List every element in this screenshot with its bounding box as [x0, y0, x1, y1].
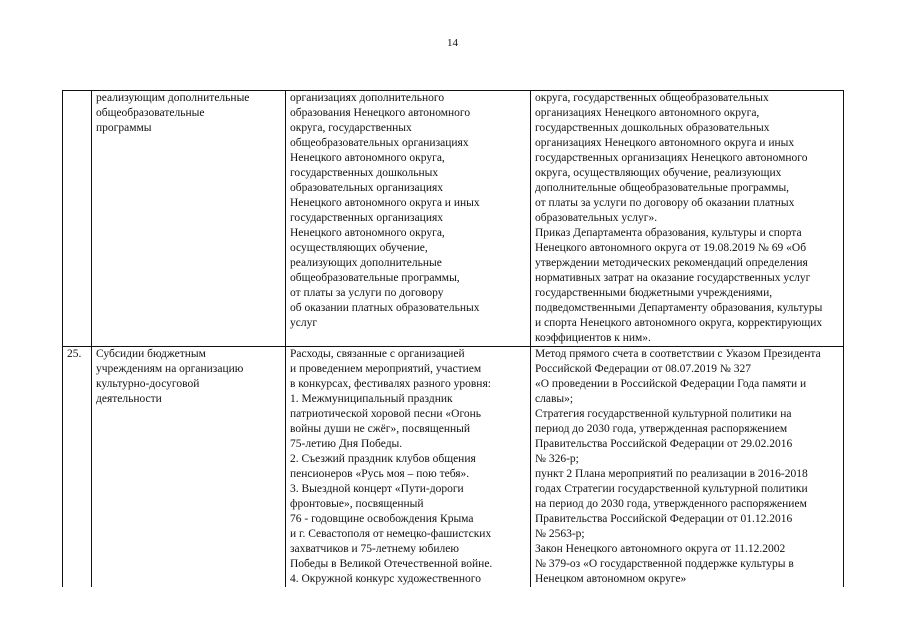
text-line: общеобразовательных организациях — [290, 137, 469, 149]
text-line: 3. Выездной концерт «Пути-дороги — [290, 483, 464, 495]
text-line: в конкурсах, фестивалях разного уровня: — [290, 378, 491, 390]
row-number-cell — [63, 91, 92, 347]
subsidy-name-cell — [92, 91, 286, 347]
text-line: 4. Окружной конкурс художественного — [290, 573, 481, 585]
text-line: утверждении методических рекомендаций определения — [535, 257, 808, 269]
text-line: образования Ненецкого автономного — [290, 107, 471, 119]
text-line: дополнительные общеобразовательные программы, — [535, 182, 790, 194]
text-line: реализующих дополнительные — [290, 257, 442, 269]
text-line: славы»; — [535, 393, 574, 405]
text-line: № 326-р; — [535, 453, 579, 465]
page-number: 14 — [447, 37, 458, 49]
text-line: 76 - годовщине освобождения Крыма — [290, 513, 474, 525]
table-row — [63, 91, 844, 347]
text-line: об оказании платных образовательных — [290, 302, 480, 314]
text-line: патриотической хоровой песни «Огонь — [290, 408, 482, 420]
text-line: государственных дошкольных образовательных — [535, 122, 770, 134]
text-line: общеобразовательные — [96, 107, 205, 119]
text-line: Российской Федерации от 08.07.2019 № 327 — [535, 363, 751, 375]
text-line: государственных организациях Ненецкого автономного — [535, 152, 808, 164]
text-line: подведомственными Департаменту образования, культуры — [535, 302, 823, 314]
text-line: Победы в Великой Отечественной войне. — [290, 558, 493, 570]
subsidy-name-cell — [92, 347, 286, 588]
text-line: программы — [96, 122, 152, 134]
text-line: округа, осуществляющих обучение, реализующих — [535, 167, 782, 179]
text-line: «О проведении в Российской Федерации Года памяти и — [535, 378, 807, 390]
text-line: Метод прямого счета в соответствии с Указом Президента — [535, 348, 821, 360]
text-line: Расходы, связанные с организацией — [290, 348, 465, 360]
document-table — [62, 90, 844, 587]
legal-basis-cell — [531, 91, 844, 347]
text-line: на период до 2030 года, утвержденного распоряжением — [535, 498, 807, 510]
row-number: 25. — [67, 348, 82, 360]
expense-description-cell — [286, 91, 531, 347]
text-line: № 2563-р; — [535, 528, 585, 540]
text-line: пенсионеров «Русь моя – пою тебя». — [290, 468, 470, 480]
text-line: организациях Ненецкого автономного округа, — [535, 107, 760, 119]
text-line: 75-летию Дня Победы. — [290, 438, 403, 450]
legal-basis-cell — [531, 347, 844, 588]
text-line: фронтовые», посвященный — [290, 498, 424, 510]
text-line: округа, государственных общеобразовательных — [535, 92, 769, 104]
text-line: Ненецкого автономного округа и иных — [290, 197, 480, 209]
text-line: организациях Ненецкого автономного округа и иных — [535, 137, 795, 149]
text-line: Закон Ненецкого автономного округа от 11.12.2002 — [535, 543, 786, 555]
text-line: Субсидии бюджетным — [96, 348, 206, 360]
text-line: учреждениям на организацию — [96, 363, 244, 375]
text-line: государственными бюджетными учреждениями, — [535, 287, 773, 299]
text-line: Приказ Департамента образования, культуры и спорта — [535, 227, 802, 239]
text-line: № 379-оз «О государственной поддержке культуры в — [535, 558, 794, 570]
text-line: от платы за услуги по договору об оказании платных — [535, 197, 795, 209]
text-line: государственных организациях — [290, 212, 444, 224]
text-line: и проведением мероприятий, участием — [290, 363, 482, 375]
text-line: реализующим дополнительные — [96, 92, 250, 104]
table-row — [63, 347, 844, 588]
expense-description-cell — [286, 347, 531, 588]
table-body — [63, 91, 844, 588]
text-line: и г. Севастополя от немецко-фашистских — [290, 528, 492, 540]
text-line: период до 2030 года, утвержденная распоряжением — [535, 423, 788, 435]
text-line: организациях дополнительного — [290, 92, 445, 104]
text-line: деятельности — [96, 393, 162, 405]
text-line: культурно-досуговой — [96, 378, 200, 390]
text-line: от платы за услуги по договору — [290, 287, 444, 299]
text-line: государственных дошкольных — [290, 167, 439, 179]
text-line: осуществляющих обучение, — [290, 242, 428, 254]
text-line: общеобразовательные программы, — [290, 272, 460, 284]
text-line: 1. Межмуниципальный праздник — [290, 393, 453, 405]
text-line: услуг — [290, 317, 318, 329]
text-line: пункт 2 Плана мероприятий по реализации в 2016-2018 — [535, 468, 808, 480]
text-line: Правительства Российской Федерации от 01.12.2016 — [535, 513, 793, 525]
text-line: годах Стратегии государственной культурной политики — [535, 483, 808, 495]
row-number-cell — [63, 347, 92, 588]
text-line: войны души не сжёг», посвященный — [290, 423, 471, 435]
text-line: коэффициентов к ним». — [535, 332, 651, 344]
text-line: 2. Съезжий праздник клубов общения — [290, 453, 476, 465]
text-line: Стратегия государственной культурной политики на — [535, 408, 792, 420]
text-line: Ненецкого автономного округа от 19.08.2019 № 69 «Об — [535, 242, 807, 254]
text-line: Ненецком автономном округе» — [535, 573, 687, 585]
text-line: нормативных затрат на оказание государственных услуг — [535, 272, 811, 284]
text-line: округа, государственных — [290, 122, 412, 134]
text-line: образовательных организациях — [290, 182, 444, 194]
text-line: Ненецкого автономного округа, — [290, 227, 445, 239]
text-line: захватчиков и 75-летнему юбилею — [290, 543, 459, 555]
text-line: Ненецкого автономного округа, — [290, 152, 445, 164]
text-line: и спорта Ненецкого автономного округа, корректирующих — [535, 317, 823, 329]
text-line: Правительства Российской Федерации от 29.02.2016 — [535, 438, 793, 450]
text-line: образовательных услуг». — [535, 212, 658, 224]
